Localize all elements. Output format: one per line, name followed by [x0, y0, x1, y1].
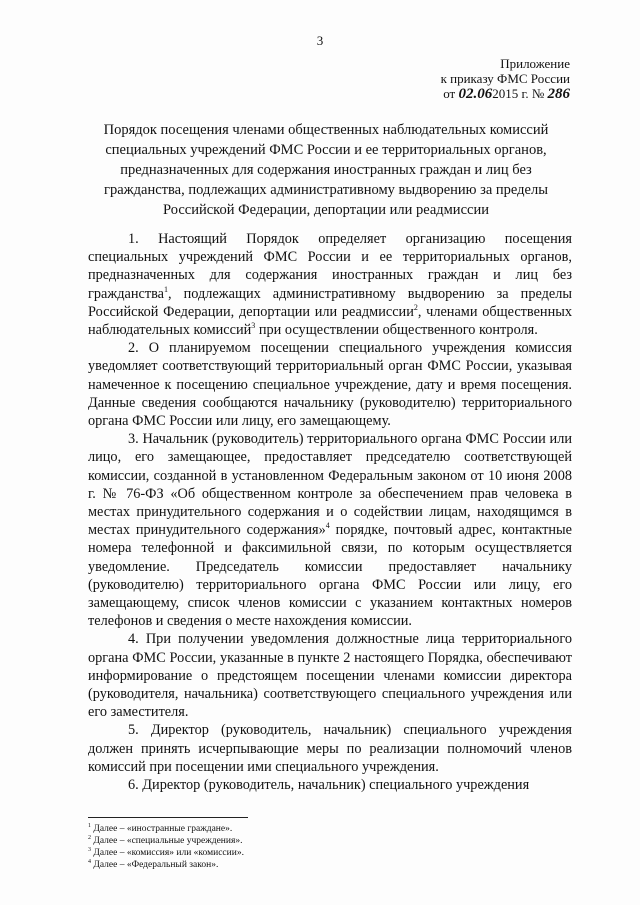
handwritten-date: 02.06 — [458, 86, 493, 102]
footnotes — [88, 823, 488, 871]
handwritten-number: 286 — [547, 86, 570, 102]
footnote: $^1$ Далее – «иностранные граждане». — [88, 823, 233, 834]
paragraph-6: 6. Директор (руководитель, начальник) специального учреждения — [128, 777, 530, 794]
date-year: 2015 г. № — [492, 86, 545, 101]
appendix-label: Приложение — [500, 56, 570, 71]
footnote-ref-1: 1 — [164, 284, 169, 294]
date-prefix: от — [443, 86, 456, 101]
footnote-divider — [88, 817, 248, 818]
paragraph-4: 4. При получении уведомления должностные лица территориального органа ФМС России, указанные в пункте 2 настоящего Порядка, обеспечивают информирование о предстоящем посещении членами комиссии директора (руководителя, начальника) соответствующего специального учреждения или его заместителя. — [88, 631, 572, 721]
paragraph-5: 5. Директор (руководитель, начальник) специального учреждения должен принять исчерпывающие меры по реализации полномочий членов комиссий при посещении ими специального учреждения. — [88, 722, 572, 775]
page-number: 3 — [316, 33, 324, 48]
document-body — [88, 230, 572, 794]
footnote-ref-2: 2 — [413, 302, 418, 312]
footnote: $^4$ Далее – «Федеральный закон». — [88, 859, 219, 870]
footnote: $^2$ Далее – «специальные учреждения». — [88, 835, 243, 846]
document-title: Порядок посещения членами общественных наблюдательных комиссий специальных учреждений ФМС России и ее территориальных органов, предназначенных для содержания иностранных граждан и лиц без гражданства, подлежащих административному выдворению за пределы Российской Федерации, депортации или реадмиссии — [103, 122, 549, 218]
paragraph-1: 1. Настоящий Порядок определяет организацию посещения специальных учреждений ФМС России и ее территориальных органов, предназначенных для содержания иностранных граждан и лиц без гражданства$^1$, подлежащих административному выдворению за пределы Российской Федерации, депортации или реадмиссии$^2$, членами общественных наблюдательных комиссий$^3$ при осуществлении общественного контроля. — [88, 231, 572, 339]
paragraph-3: 3. Начальник (руководитель) территориального органа ФМС России или лицо, его замещающее, предоставляет председателю соответствующей комиссии, созданной в установленном Федеральным законом от 10 июня 2008 г. № 76-ФЗ «Об общественном контроле за обеспечением прав человека в местах принудительного содержания и о содействии лицам, находящимся в местах принудительного содержания»$^4$ порядке, почтовый адрес, контактные номера телефонной и факсимильной связи, по которым осуществляется уведомление. Председатель комиссии предоставляет начальнику (руководителю) территориального органа ФМС России или лицу, его замещающему, список членов комиссии с указанием контактных номеров телефонов и сведения о месте нахождения комиссии. — [88, 431, 572, 630]
appendix-order: к приказу ФМС России — [440, 71, 570, 86]
footnote-ref-4: 4 — [325, 521, 330, 531]
appendix-date-line — [441, 86, 570, 102]
footnote-ref-3: 3 — [251, 321, 256, 331]
appendix-header — [441, 56, 570, 102]
footnote: $^3$ Далее – «комиссия» или «комиссии». — [88, 847, 244, 858]
paragraph-2: 2. О планируемом посещении специального учреждения комиссия уведомляет соответствующий территориальный орган ФМС России, указывая намеченное к посещению специальное учреждение, дату и время посещения. Данные сведения сообщаются начальнику (руководителю) территориального органа ФМС России или лицу, его замещающему. — [88, 340, 572, 430]
